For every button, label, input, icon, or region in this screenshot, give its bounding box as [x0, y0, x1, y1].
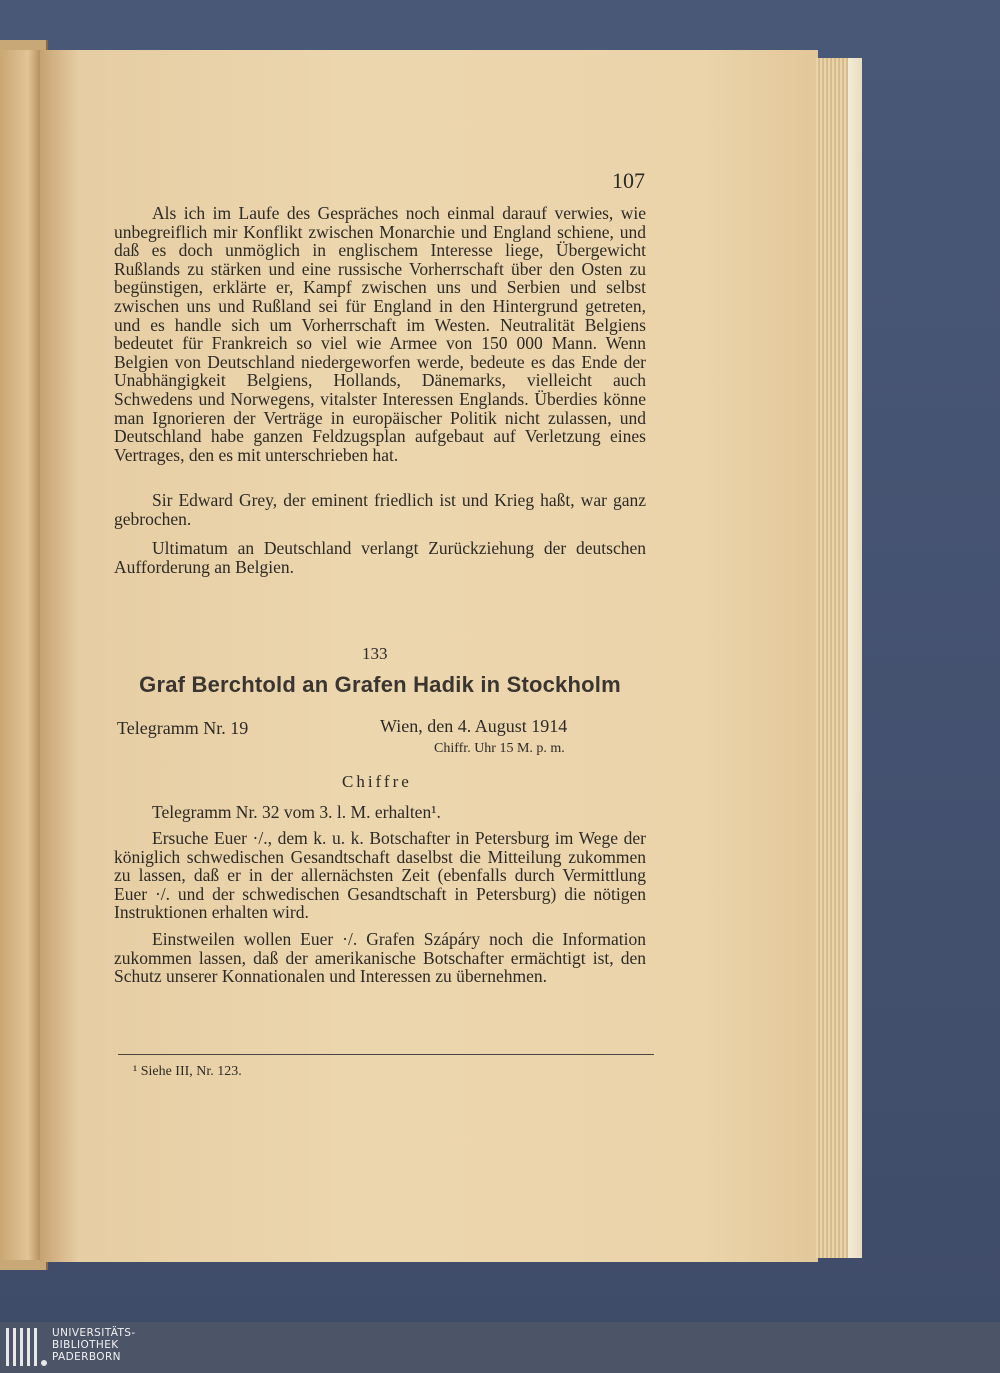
chiffre-heading: Chiffre	[342, 772, 412, 791]
paragraph-2: Sir Edward Grey, der eminent friedlich ist und Krieg haßt, war ganz gebrochen.	[114, 490, 646, 529]
document-number: 133	[362, 644, 388, 663]
telegram-number: Telegramm Nr. 19	[117, 718, 249, 738]
library-logo-text	[52, 1327, 136, 1364]
logo-line-2: BIBLIOTHEK	[52, 1339, 119, 1352]
document-title: Graf Berchtold an Grafen Hadik in Stockholm	[139, 672, 621, 697]
page-edge-block	[848, 58, 862, 1258]
paragraph-3: Ultimatum an Deutschland verlangt Zurückziehung der deutschen Aufforderung an Belgien.	[114, 538, 646, 577]
telegram-date: Wien, den 4. August 1914	[380, 716, 568, 736]
library-footer	[0, 1322, 1000, 1373]
logo-line-1: UNIVERSITÄTS-	[52, 1327, 136, 1339]
footnote: ¹ Siehe III, Nr. 123.	[133, 1064, 242, 1079]
paragraph-4: Telegramm Nr. 32 vom 3. l. M. erhalten¹.	[152, 802, 441, 822]
footnote-rule	[118, 1054, 654, 1055]
page-number: 107	[612, 168, 645, 193]
logo-line-3: PADERBORN	[52, 1351, 121, 1364]
paragraph-1: Als ich im Laufe des Gespräches noch einmal darauf verwies, wie unbegreiflich mir Konflikt zwischen Monarchie und England schiene, und daß es doch unmöglich in englischem Interesse liege, Übergewicht Rußlands zu stärken und eine russische Vorherrschaft über den Osten zu begünstigen, erklärte er, Kampf zwischen uns und Serbien und selbst zwischen uns und Rußland sei für England in den Hintergrund getreten, und es handle sich um Vorherrschaft im Westen. Neutralität Belgiens bedeutet für Frankreich so viel wie Armee von 150 000 Mann. Wenn Belgien von Deutschland niedergeworfen werde, bedeute es das Ende der Unabhängigkeit Belgiens, Hollands, Dänemarks, vielleicht auch Schwedens und Norwegens, vitalster Interessen Englands. Überdies könne man Ignorieren der Verträge in europäischer Politik nicht zulassen, und Deutschland habe ganzen Feldzugsplan aufgebaut auf Verletzung eines Vertrages, den es mit unterschrieben hat.	[114, 203, 646, 465]
paragraph-6: Einstweilen wollen Euer ·/. Grafen Szápáry noch die Information zukommen lassen, daß der amerikanische Botschafter ermächtigt ist, den Schutz unserer Konnationalen und Interessen zu übernehmen.	[114, 929, 646, 987]
telegram-time: Chiffr. Uhr 15 M. p. m.	[434, 741, 565, 756]
facing-page-edge	[0, 50, 40, 1260]
paragraph-5: Ersuche Euer ·/., dem k. u. k. Botschafter in Petersburg im Wege der königlich schwedischen Gesandtschaft daselbst die Mitteilung zukommen zu lassen, daß er in der allernächsten Zeit (ebenfalls durch Vermittlung Euer ·/. und der schwedischen Gesandtschaft in Petersburg) die nötigen Instruktionen erhalten wird.	[114, 828, 646, 923]
